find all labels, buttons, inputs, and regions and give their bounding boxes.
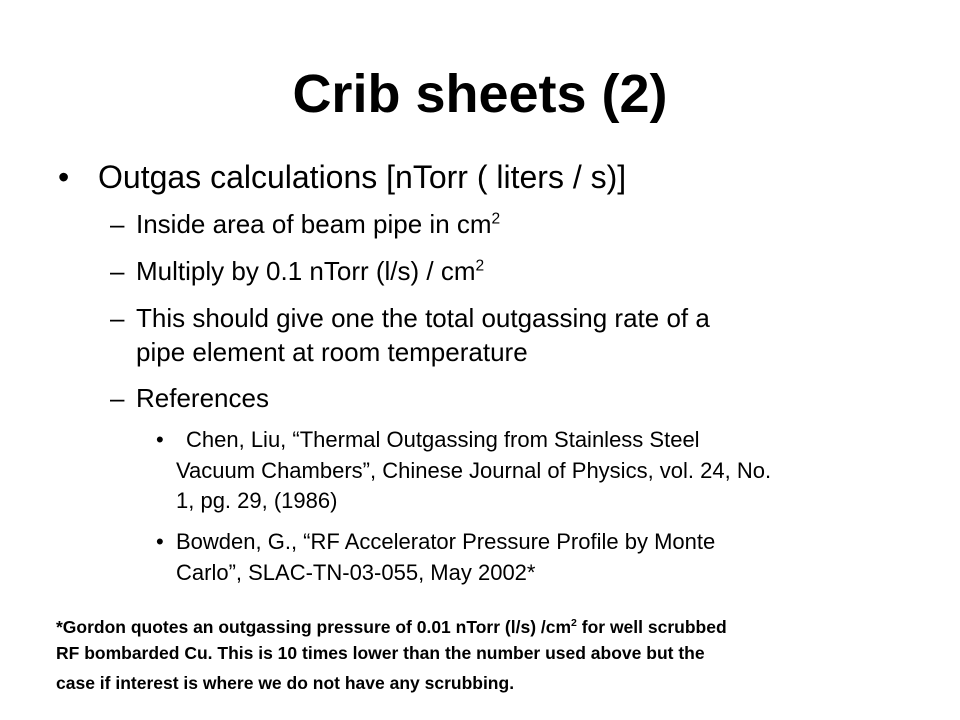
bullet-marker: • (58, 159, 70, 195)
dash-marker: – (110, 256, 125, 286)
reference-chen-line2: Vacuum Chambers”, Chinese Journal of Physics, vol. 24, No. (176, 458, 772, 483)
footnote-line2: RF bombarded Cu. This is 10 times lower than the number used above but the (56, 643, 705, 663)
dash-marker: – (110, 209, 125, 239)
sub-bullet-references: References (136, 383, 269, 413)
superscript-2: 2 (571, 617, 577, 630)
superscript-2: 2 (491, 210, 501, 228)
dash-marker: – (110, 303, 125, 333)
footnote-line1 (56, 614, 727, 640)
sub-bullet-multiply (136, 255, 484, 287)
reference-chen-line3: 1, pg. 29, (1986) (176, 488, 338, 513)
reference-bowden-line2: Carlo”, SLAC-TN-03-055, May 2002* (176, 560, 536, 585)
reference-chen-line1: Chen, Liu, “Thermal Outgassing from Stainless Steel (186, 427, 700, 452)
footnote-line1-a: *Gordon quotes an outgassing pressure of 0.01 nTorr (l/s) /cm (56, 617, 572, 637)
bullet-marker: • (156, 529, 164, 554)
reference-bowden-line1: Bowden, G., “RF Accelerator Pressure Profile by Monte (176, 529, 716, 554)
bullet-outgas-calculations: Outgas calculations [nTorr ( liters / s)] (98, 159, 627, 195)
sub-bullet-total-line2: pipe element at room temperature (136, 337, 528, 367)
sub-bullet-inside-area-text: Inside area of beam pipe in cm (136, 209, 492, 239)
footnote-line1-b: for well scrubbed (576, 617, 727, 637)
dash-marker: – (110, 383, 125, 413)
sub-bullet-total-line1: This should give one the total outgassing rate of a (136, 303, 710, 333)
footnote-line3: case if interest is where we do not have any scrubbing. (56, 673, 515, 693)
sub-bullet-inside-area (136, 208, 500, 240)
superscript-2: 2 (475, 257, 485, 275)
sub-bullet-multiply-text: Multiply by 0.1 nTorr (l/s) / cm (136, 256, 476, 286)
bullet-marker: • (156, 427, 164, 452)
slide-title: Crib sheets (2) (292, 64, 668, 124)
